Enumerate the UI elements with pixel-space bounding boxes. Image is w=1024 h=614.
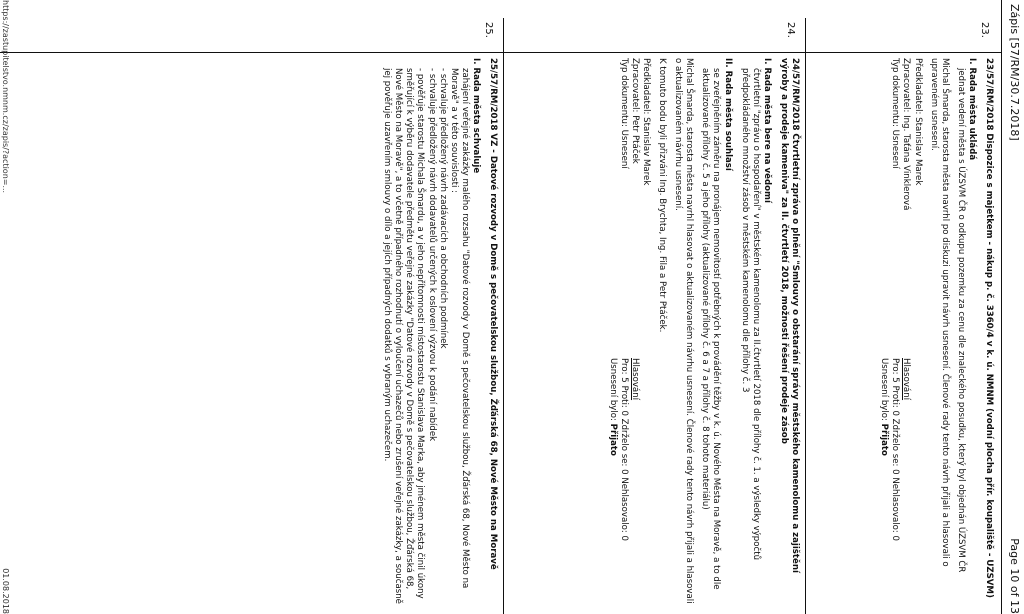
guests-text: K tomuto bodu byli přizváni Ing. Brychta, Ing. Fila a Petr Ptáček. — [657, 58, 668, 333]
vote-result: Pro: 5 Proti: 0 Zdrželo se: 0 Nehlasovalo: 0 — [618, 358, 629, 541]
processor-voting-row — [629, 58, 640, 604]
agenda-item-title: 24/57/RM/2018 Čtvrtletní zpráva o plnění "Smlouvy o obstarání správy městského kamenolomu a zajištění výroby a prodeje kameniva" za II. čtvrtletí 2018, možnosti řešení prodeje zásob — [778, 58, 800, 573]
resolution-label: Usnesení bylo: — [879, 358, 890, 424]
agenda-item-number: 24. — [785, 22, 796, 38]
section-text: zahájení veřejné zakázky malého rozsahu "Datové rozvody v Domě s pečovatelskou službou, Žďárská 68, Nové Město na Moravě" a v této souvislosti : — [448, 68, 470, 589]
document-title: Zápis [57/RM/30.7.2018] — [1008, 4, 1021, 141]
list-item: - schvaluje předložený návrh dodavatelů určených k oslovení výzvou k podání nabídek — [426, 68, 437, 442]
submitter: Předkladatel: Stanislav Marek — [912, 58, 923, 186]
processor-voting-row — [900, 58, 911, 604]
page-footer — [0, 0, 10, 614]
agenda-item — [607, 58, 800, 604]
agenda-item — [381, 58, 498, 604]
resolution-row — [878, 58, 889, 604]
page-number: Page 10 of 13 — [1008, 538, 1021, 614]
resolution-row — [607, 58, 618, 604]
motion-text: Michal Šmarda, starosta města navrhl po diskuzi upravit návrh usnesení. Členové rady tento návrh přijali a hlasovali o upraveném usnesení. — [928, 58, 950, 567]
agenda-item-number: 23. — [979, 22, 990, 38]
doctype-vote-row — [618, 58, 629, 604]
list-item: - pověřuje starostu Michala Šmardu, a v jeho nepřítomnosti místostarostu Stanislava Marka, aby jménem města činil úkony směřující k výběru dodavatele předmětu veřejné zakázky "Datové rozvody v Domě s pečovatelskou službou, Žďárská 68, Nové Město na Moravě", a to včetně případného rozhodnutí o vyloučení uchazečů nebo zrušení veřejné zakázky, a současně jej pověřuje uzavřením smlouvy o dílo a jejích případných dodatků s vybraným uchazečem. — [382, 68, 426, 604]
section-text: čtvrtletní "zprávu o hospodaření" v městském kamenolomu za II.čtvrtletí 2018 dle přílohy č. 1. a výsledky výpočtů předpokládaného množství zásob v městském kamenolomu dle přílohy č. 3 — [739, 68, 761, 561]
processor: Zpracovatel: Petr Ptáček — [629, 58, 640, 164]
resolution-value: Přijato — [879, 423, 890, 456]
footer-print-date: 01.08.2018 — [1, 568, 10, 614]
agenda-item — [878, 58, 994, 604]
row-divider — [503, 18, 504, 614]
footer-url: https://zastupitelstvo.nmnm.cz/zapis/?action=... — [1, 0, 10, 194]
section-heading: I. Rada města schvaluje — [470, 58, 481, 174]
document-type: Typ dokumentu: Usnesení — [618, 58, 629, 169]
section-heading: I. Rada města bere na vědomí — [761, 58, 772, 203]
header-rule — [1001, 0, 1002, 614]
section-text: jednat vedení města s ÚZSVM ČR o odkupu pozemku za cenu dle znaleckého posudku, který byl objednán ÚZSVM ČR — [955, 68, 966, 573]
voting-label: Hlasování — [901, 358, 912, 401]
resolution-label: Usnesení bylo: — [607, 358, 618, 424]
section-heading: I. Rada města ukládá — [966, 58, 977, 161]
voting-label: Hlasování — [629, 358, 640, 401]
motion-text: Michal Šmarda, starosta města navrhl hlasovat o aktualizovaném návrhu usnesení. Členové rady tento návrh přijali a hlasovali o aktualizovaném návrhu usnesení. — [673, 58, 695, 604]
page-header — [1004, 0, 1024, 614]
agenda-item-title: 23/57/RM/2018 Dispozice s majetkem - nákup p. č. 3360/4 v k. ú. NMNM (vodní plocha přír. koupaliště - UZSVM) — [984, 58, 994, 598]
row-divider — [805, 18, 806, 614]
list-item: - schvaluje předložený návrh zadávacích a obchodních podmínek — [437, 68, 448, 349]
submitter: Předkladatel: Stanislav Marek — [640, 58, 651, 186]
agenda-item-number: 25. — [483, 22, 494, 38]
number-column-divider — [0, 52, 1002, 53]
doctype-vote-row — [889, 58, 900, 604]
section-heading: II. Rada města souhlasí — [722, 58, 733, 171]
agenda-item-title: 25/57/RM/2018 VZ - Datové rozvody v Domě s pečovatelskou službou, Žďárská 68, Nové Město na Moravě — [488, 58, 498, 570]
vote-result: Pro: 5 Proti: 0 Zdrželo se: 0 Nehlasovalo: 0 — [890, 358, 901, 541]
section-text: se zveřejněním záměru na pronájem nemovitostí potřebných k provádění těžby v k. ú. Nového Města na Moravě, a to dle aktualizované přílohy č. 5 a jeho přílohy (aktualizované přílohy č. 6 a 7 a přílohy č. 8 tohoto materiálu) — [700, 68, 722, 590]
processor: Zpracovatel: Ing. Taťána Vinklerová — [901, 58, 912, 211]
document-type: Typ dokumentu: Usnesení — [890, 58, 901, 169]
resolution-value: Přijato — [607, 423, 618, 456]
